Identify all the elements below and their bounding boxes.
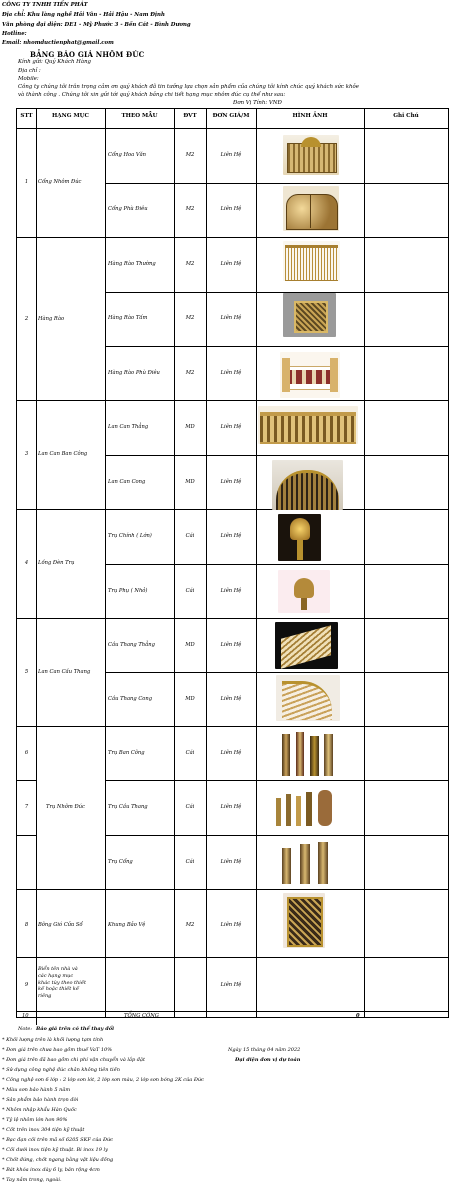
row-unit: Cái: [185, 804, 195, 810]
row-unit: M2: [185, 261, 195, 267]
row-price: Liên Hệ: [220, 982, 242, 988]
row-model: Trụ Cổng: [108, 859, 133, 865]
row-price: Liên Hệ: [220, 922, 242, 928]
email: Email: nhomductienphat@gmail.com: [2, 40, 114, 46]
row-unit: MD: [185, 424, 195, 430]
row-model: Lan Can Thẳng: [108, 424, 149, 430]
group-name: Lan Can Ban Công: [38, 451, 88, 457]
row-model: Trụ Cầu Thang: [108, 804, 148, 810]
gate-relief-image: [283, 186, 339, 231]
footer-note: * Tay nắm trong, ngoài.: [2, 1177, 62, 1183]
row-model: Khung Bảo Vệ: [108, 922, 146, 928]
header-price: ĐƠN GIÁ/M: [212, 113, 250, 119]
group-name: Bông Gió Cửa Sổ: [38, 922, 83, 928]
note-label: Note:: [18, 1026, 33, 1032]
footer-note: * Bát khóa inox dày 6 ly, bản rộng 4cm: [2, 1167, 100, 1173]
footer-note: * Khối lượng trên là khối lượng tạm tính: [2, 1037, 104, 1043]
office-address: Văn phòng đại diện: DE1 - Mỹ Phước 3 - Bến Cát - Bình Dương: [2, 22, 191, 28]
row-stt: 9: [24, 982, 29, 988]
row-price: Liên Hệ: [220, 588, 242, 594]
group-stt: 3: [24, 451, 29, 457]
gate-pattern-image: [283, 135, 339, 175]
customer-greeting: Kính gửi: Quý Khách Hàng: [18, 59, 91, 65]
footer-note: * Đơn giá trên đã bao gồm chi phí vận chuyển và lắp đặt: [2, 1057, 145, 1063]
row-unit: M2: [185, 206, 195, 212]
row-price: Liên Hệ: [220, 479, 242, 485]
group-name: Lồng Đèn Trụ: [38, 560, 75, 566]
row-unit: M2: [185, 315, 195, 321]
row-unit: Cái: [185, 750, 195, 756]
total-stt: 10: [22, 1013, 29, 1019]
balcony-post-image: [276, 730, 338, 778]
row-price: Liên Hệ: [220, 804, 242, 810]
footer-note: * Tỷ lệ nhôm lớn hơn 90%: [2, 1117, 68, 1123]
row-model: Hàng Rào Tấm: [108, 315, 148, 321]
header-stt: STT: [20, 113, 33, 119]
company-address: Địa chỉ: Khu làng nghề Hải Vân - Hải Hậu - Nam Định: [2, 12, 165, 18]
staircase-straight-image: [275, 622, 338, 669]
total-label: TỔNG CỘNG: [124, 1013, 159, 1019]
row-price: Liên Hệ: [220, 533, 242, 539]
row-model: Trụ Chính ( Lớn): [108, 533, 152, 539]
row-unit: MD: [185, 479, 195, 485]
row-price: Liên Hệ: [220, 642, 242, 648]
group-stt: 4: [24, 560, 29, 566]
footer-note: * Đơn giá trên chưa bao gồm thuế VaT 10%: [2, 1047, 112, 1053]
row-model: Trụ Ban Công: [108, 750, 145, 756]
row-unit: Cái: [185, 533, 195, 539]
group-name: Trụ Nhôm Đúc: [46, 804, 85, 810]
header-notes: Ghi Chú: [393, 113, 419, 119]
row-price: Liên Hệ: [220, 859, 242, 865]
stair-post-image: [270, 788, 340, 828]
lamp-main-image: [278, 514, 321, 561]
footer-note: * Sản phẩm bảo hành trọn đời: [2, 1097, 79, 1103]
group-stt: 1: [24, 179, 29, 185]
row-unit: M2: [185, 152, 195, 158]
price-table: [16, 108, 449, 1025]
row-price: Liên Hệ: [220, 315, 242, 321]
group-name: Hàng Rào: [38, 316, 65, 322]
row-price: Liên Hệ: [220, 750, 242, 756]
currency-unit: Đơn Vị Tính: VNĐ: [233, 100, 282, 106]
group-name: Biển tên nhà và các hạng mục khác tùy theo thiết kế hoặc thiết kế riêng: [38, 966, 86, 999]
row-price: Liên Hệ: [220, 696, 242, 702]
fence-regular-image: [283, 241, 340, 281]
row-price: Liên Hệ: [220, 370, 242, 376]
group-name: Cổng Nhôm Đúc: [38, 179, 82, 185]
row-unit: Cái: [185, 588, 195, 594]
group-stt: 5: [24, 669, 29, 675]
footer-note: * Sử dụng công nghệ đúc chân không tiên tiến: [2, 1067, 120, 1073]
signing-date: Ngày 15 tháng 04 năm 2022: [228, 1047, 301, 1053]
customer-mobile: Mobile:: [18, 76, 39, 82]
footer-note: * Màu sơn bảo hành 5 năm: [2, 1087, 71, 1093]
header-model: THEO MẪU: [121, 113, 158, 119]
row-model: Cổng Hoa Văn: [108, 152, 147, 158]
railing-straight-image: [258, 406, 358, 444]
fence-relief-image: [280, 352, 340, 398]
document-title: BẢNG BÁO GIÁ NHÔM ĐÚC: [30, 50, 145, 59]
note-text: Báo giá trên có thể thay đổi: [36, 1026, 114, 1032]
group-stt: 2: [24, 316, 29, 322]
group-stt: 8: [24, 922, 29, 928]
row-stt: 7: [24, 804, 29, 810]
row-unit: M2: [185, 922, 195, 928]
customer-address: Địa chỉ :: [18, 68, 41, 74]
footer-note: * Cốt trên inox 304 tiện kỹ thuật: [2, 1127, 85, 1133]
window-grille-image: [283, 893, 325, 948]
row-model: Cầu Thang Cong: [108, 696, 153, 702]
total-value: 0: [356, 1013, 360, 1019]
row-price: Liên Hệ: [220, 152, 242, 158]
group-name: Lan Can Cầu Thang: [38, 669, 91, 675]
row-unit: MD: [185, 642, 195, 648]
fence-panel-image: [283, 293, 336, 337]
row-unit: M2: [185, 370, 195, 376]
row-model: Hàng Rào Phù Điêu: [108, 370, 160, 376]
intro-line-1: Công ty chúng tôi trân trọng cảm ơn quý khách đã tin tưởng lựa chọn sản phẩm của chúng tôi kính chúc quý khách sức khỏe: [18, 84, 359, 90]
row-unit: Cái: [185, 859, 195, 865]
header-image: HÌNH ẢNH: [292, 113, 328, 119]
row-stt: 6: [24, 750, 29, 756]
staircase-curved-image: [276, 675, 340, 721]
row-unit: MD: [185, 696, 195, 702]
gate-post-image: [278, 840, 334, 886]
lamp-small-image: [278, 570, 330, 613]
header-unit: ĐVT: [183, 113, 197, 119]
footer-note: * Chốt đứng, chốt ngang bằng vật liệu đồng: [2, 1157, 114, 1163]
footer-note: * Bạc đạn cối trên mã số 6205 SKF của Đức: [2, 1137, 114, 1143]
row-price: Liên Hệ: [220, 261, 242, 267]
row-price: Liên Hệ: [220, 424, 242, 430]
footer-note: * Cối dưới inox tiện kỹ thuật. Bi inox 19 ly: [2, 1147, 108, 1153]
row-model: Cầu Thang Thẳng: [108, 642, 155, 648]
row-model: Trụ Phụ ( Nhỏ): [108, 588, 148, 594]
representative-label: Đại diện đơn vị dự toán: [235, 1057, 301, 1063]
row-model: Lan Can Cong: [108, 479, 146, 485]
hotline: Hotline:: [2, 31, 27, 37]
row-price: Liên Hệ: [220, 206, 242, 212]
intro-line-2: và thành công . Chúng tôi xin gửi tới quý khách bảng chi tiết hạng mục nhôm đúc cụ thể như sau:: [18, 92, 286, 98]
row-model: Cổng Phù Điêu: [108, 206, 148, 212]
row-model: Hàng Rào Thường: [108, 261, 156, 267]
header-category: HẠNG MỤC: [52, 113, 89, 119]
company-name: CÔNG TY TNHH TIẾN PHÁT: [2, 2, 88, 8]
footer-note: * Công nghệ sơn 6 lớp : 2 lớp sơn lót, 2 lớp sơn màu, 2 lớp sơn bóng 2K của Đức: [2, 1077, 204, 1083]
footer-note: * Nhôm nhập khẩu Hàn Quốc: [2, 1107, 77, 1113]
railing-curved-image: [272, 460, 343, 510]
